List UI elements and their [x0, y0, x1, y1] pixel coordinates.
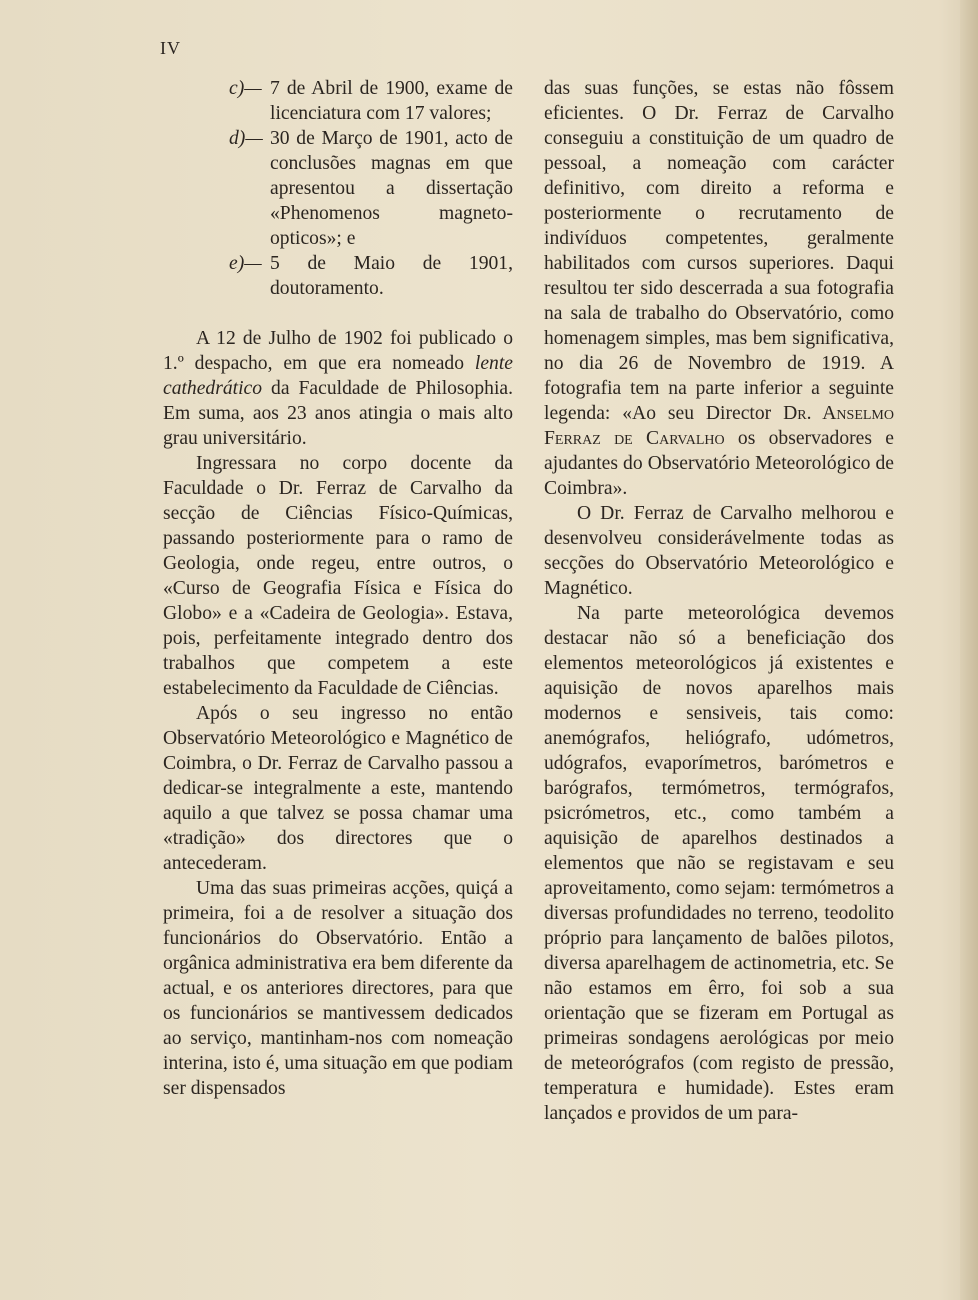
- paragraph: Após o seu ingresso no então Observatório Meteorológico e Magnético de Coimbra, o Dr. Ferraz de Carvalho passou a dedicar-se integralmente a este, mantendo aquilo a que talvez se possa chamar uma «tradição» dos directores que o antecederam.: [163, 703, 513, 874]
- list-marker: e)—: [229, 253, 262, 274]
- left-column: [163, 76, 513, 1101]
- paragraph: Ingressara no corpo docente da Faculdade o Dr. Ferraz de Carvalho da secção de Ciências Físico-Químicas, passando posteriormente para o ramo de Geologia, onde regeu, entre outros, o «Curso de Geografia Física e Física do Globo» e a «Cadeira de Geologia». Estava, pois, perfeitamente integrado dentro dos trabalhos que competem a este estabelecimento da Faculdade de Ciências.: [163, 453, 513, 699]
- paragraph: Uma das suas primeiras acções, quiçá a primeira, foi a de resolver a situação dos funcionários do Observatório. Então a orgânica administrativa era bem diferente da actual, e os anteriores directores, para que os funcionários se mantivessem dedicados ao serviço, mantinham-nos com nomeação interina, isto é, uma situação em que podiam ser dispensados: [163, 878, 513, 1099]
- list-marker: c)—: [229, 78, 262, 99]
- list-item: [163, 126, 513, 251]
- paragraph: Na parte meteorológica devemos destacar não só a beneficiação dos elementos meteorológicos já existentes e aquisição de novos aparelhos mais modernos e sensiveis, tais como: anemógrafos, heliógrafo, udómetros, udógrafos, evaporímetros, barómetros e barógrafos, termómetros, termógrafos, psicrómetros, etc., como também a aquisição de aparelhos destinados a elementos que não se registavam e seu aproveitamento, como sejam: termómetros a diversas profundidades no terreno, teodolito próprio para lançamento de balões pilotos, diversa aparelhagem de actinometria, etc. Se não estamos em êrro, foi sob a sua orientação que se fizeram em Portugal as primeiras sondagens aerológicas por meio de meteorógrafos (com registo de pressão, temperatura e humidade). Estes eram lançados e providos de um para-: [544, 603, 894, 1124]
- smallcaps-name: Dr. Anselmo Ferraz de Carvalho: [544, 403, 894, 449]
- list-text: 5 de Maio de 1901, doutoramento.: [270, 253, 513, 299]
- page-edge: [960, 0, 978, 1300]
- paragraph: das suas funções, se estas não fôssem eficientes. O Dr. Ferraz de Carvalho conseguiu a constituição de um quadro de pessoal, a nomeação com carácter definitivo, com direito a reforma e posteriormente o recrutamento de indivíduos competentes, geralmente habilitados com cursos superiores. Daqui resultou ter sido descerrada a sua fotografia na sala de trabalho do Observatório, como homenagem simples, mas bem significativa, no dia 26 de Novembro de 1919. A fotografia tem na parte inferior a seguinte legenda: «Ao seu Director Dr. Anselmo Ferraz de Carvalho os observadores e ajudantes do Observatório Meteorológico de Coimbra».: [544, 78, 894, 499]
- page-number: IV: [160, 38, 181, 58]
- italic-term: lente cathedrático: [163, 353, 513, 399]
- paragraph: A 12 de Julho de 1902 foi publicado o 1.º despacho, em que era nomeado lente cathedrático da Faculdade de Philosophia. Em suma, aos 23 anos atingia o mais alto grau universitário.: [163, 328, 513, 449]
- right-column: [544, 76, 894, 1126]
- list-text: 7 de Abril de 1900, exame de licenciatura com 17 valores;: [270, 78, 513, 124]
- list-marker: d)—: [229, 128, 263, 149]
- list-item: [163, 251, 513, 301]
- list-text: 30 de Março de 1901, acto de conclusões magnas em que apresentou a dissertação «Phenomenos magneto-opticos»; e: [270, 128, 513, 249]
- paragraph: O Dr. Ferraz de Carvalho melhorou e desenvolveu considerávelmente todas as secções do Observatório Meteorológico e Magnético.: [544, 503, 894, 599]
- list-item: [163, 76, 513, 126]
